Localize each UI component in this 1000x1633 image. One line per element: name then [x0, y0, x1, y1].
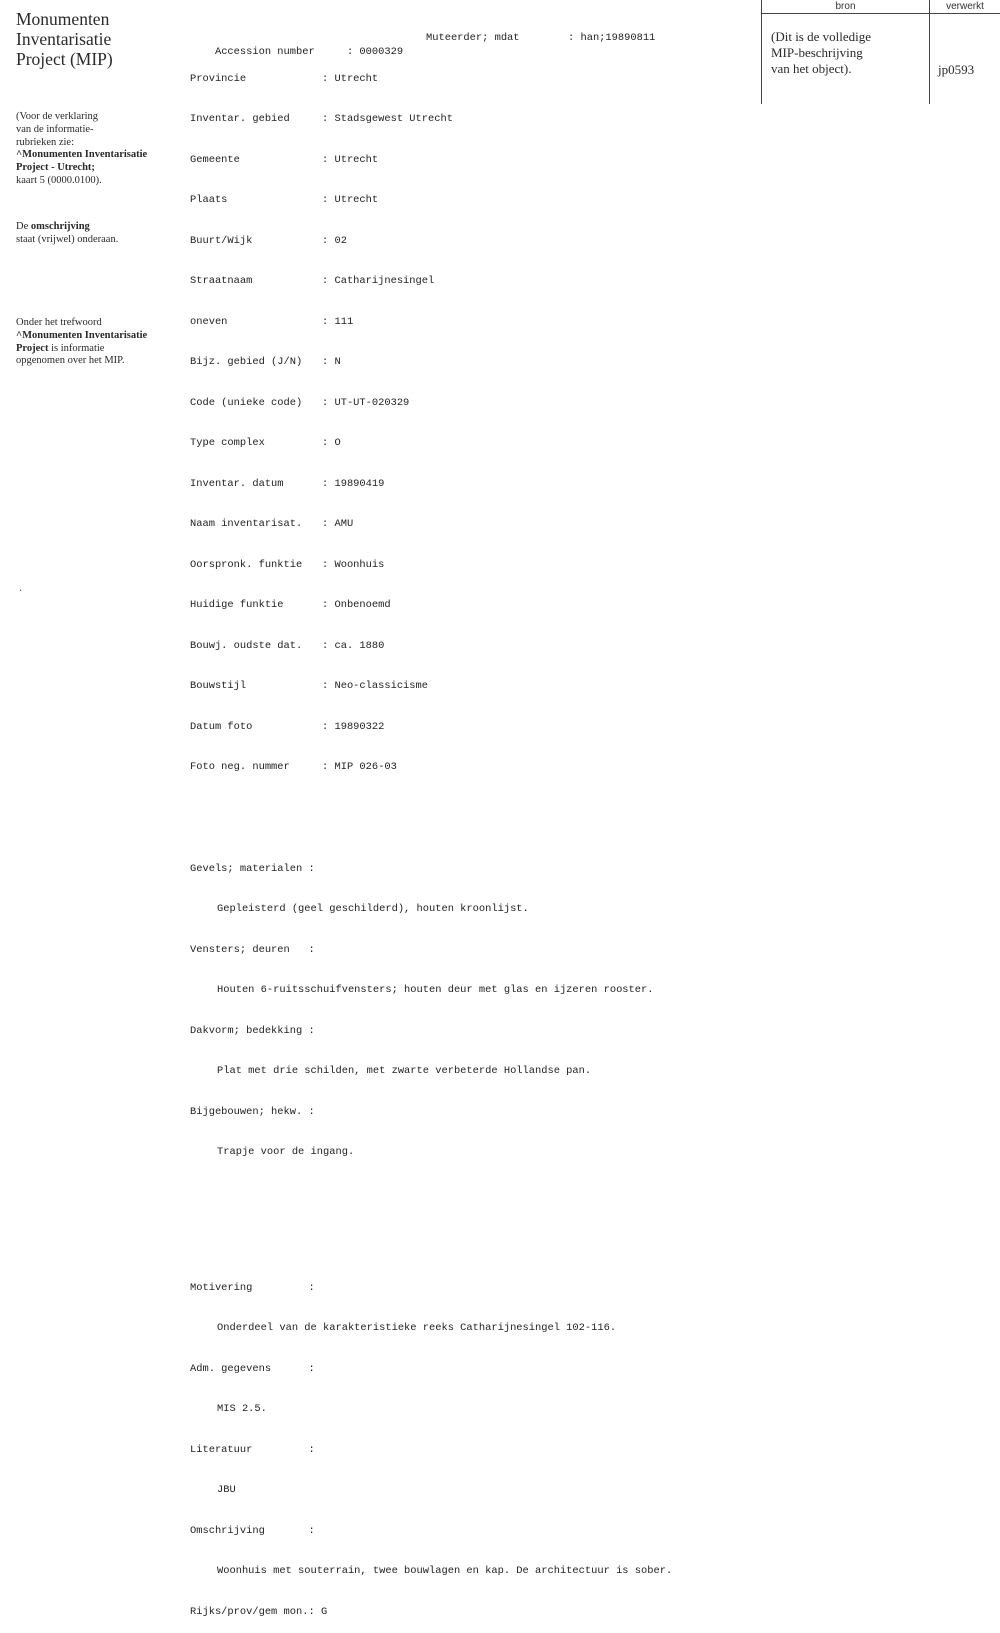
note-omschrijving: [16, 221, 166, 247]
field-value: : 19890322: [322, 720, 385, 733]
field-label: Provincie: [190, 72, 247, 85]
section-heading: Dakvorm; bedekking :: [190, 1024, 315, 1037]
note-prefix: De: [16, 221, 31, 232]
note-bold: omschrijving: [30, 221, 90, 232]
rijks-row: [190, 1606, 672, 1620]
bron-note-line: van het object).: [771, 61, 852, 76]
note-line: van de informatie-: [16, 123, 94, 135]
note-line: staat (vrijwel) onderaan.: [16, 233, 119, 245]
field-row: [190, 761, 672, 775]
note-line-bold: ^Monumenten Inventarisatie: [16, 329, 148, 341]
mip-record: [190, 5, 672, 1633]
field-row: [190, 559, 672, 573]
field-value: : Stadsgewest Utrecht: [322, 113, 453, 125]
field-label: Oorspronk. funktie: [190, 558, 303, 571]
field-row: [190, 73, 672, 87]
field-value: : ca. 1880: [322, 639, 385, 652]
field-label: Buurt/Wijk: [190, 234, 253, 247]
field-label: Datum foto: [190, 720, 253, 733]
field-row: [190, 599, 672, 613]
spacer: [190, 1200, 672, 1207]
mutator-label: Muteerder; mdat: [426, 32, 520, 44]
field-value: : 111: [322, 315, 354, 328]
field-label: Plaats: [190, 194, 228, 206]
field-label: Foto neg. nummer: [190, 761, 290, 773]
header-box-divider: [761, 0, 762, 104]
field-label: Bouwj. oudste dat.: [190, 639, 303, 652]
field-value: : N: [322, 356, 341, 368]
note-line: kaart 5 (0000.0100).: [16, 174, 102, 186]
section-text: MIS 2.5.: [217, 1403, 267, 1415]
field-value: : UT-UT-020329: [322, 396, 410, 409]
field-value: : AMU: [322, 518, 354, 530]
field-row: [190, 680, 672, 694]
note-line: Onder het trefwoord: [16, 317, 102, 328]
field-row: [190, 356, 672, 370]
spacer: [190, 1234, 672, 1241]
field-row-accession: [190, 32, 672, 58]
document-title: [16, 9, 166, 69]
title-line: Project (MIP): [16, 49, 113, 69]
note-line: rubrieken zie:: [16, 136, 75, 148]
field-row: [190, 235, 672, 249]
field-value: : Catharijnesingel: [322, 275, 435, 287]
field-value: : Utrecht: [322, 194, 379, 206]
section-heading: Literatuur :: [190, 1443, 315, 1456]
field-row: [190, 275, 672, 289]
field-value: : 0000329: [346, 45, 404, 58]
section-heading: Motivering :: [190, 1281, 315, 1294]
header-box-divider: [929, 0, 930, 104]
section-heading: Gevels; materialen :: [190, 862, 315, 875]
field-value: : Utrecht: [322, 153, 379, 166]
field-label: Bouwstijl: [190, 680, 247, 692]
rijks-value: G: [314, 1605, 328, 1618]
section-text: Trapje voor de ingang.: [217, 1146, 355, 1158]
field-row: [190, 721, 672, 735]
section-heading: Omschrijving :: [190, 1524, 315, 1537]
field-row: [190, 154, 672, 168]
field-label: Type complex: [190, 437, 265, 449]
section-text: JBU: [217, 1484, 236, 1496]
field-label: Inventar. datum: [190, 477, 284, 490]
field-row: [190, 478, 672, 492]
rijks-label: Rijks/prov/gem mon.:: [190, 1605, 315, 1618]
field-label: oneven: [190, 315, 228, 328]
section-text: Woonhuis met souterrain, twee bouwlagen en kap. De architectuur is sober.: [217, 1565, 673, 1577]
section-text: Gepleisterd (geel geschilderd), houten kroonlijst.: [217, 903, 529, 915]
field-label: Straatnaam: [190, 275, 253, 287]
bron-note-line: (Dit is de volledige: [771, 29, 872, 44]
field-row: [190, 194, 672, 208]
field-value: : Onbenoemd: [322, 599, 391, 611]
field-value: : Neo-classicisme: [322, 680, 429, 692]
field-value: : MIP 026-03: [322, 761, 397, 773]
stray-mark: .: [19, 580, 22, 594]
note-verklaring: [16, 111, 166, 188]
bron-note: [771, 29, 926, 77]
field-row: [190, 316, 672, 330]
spacer: [190, 815, 672, 822]
section-heading: Adm. gegevens :: [190, 1362, 315, 1375]
section-heading: Vensters; deuren :: [190, 943, 315, 956]
field-label: Gemeente: [190, 153, 240, 166]
section-text: Onderdeel van de karakteristieke reeks Catharijnesingel 102-116.: [217, 1322, 617, 1334]
note-bold: Project: [16, 342, 49, 354]
field-value: : 19890419: [322, 477, 385, 490]
note-line: opgenomen over het MIP.: [16, 355, 125, 367]
note-line-bold: Project - Utrecht;: [16, 162, 95, 174]
note-line-bold: ^Monumenten Inventarisatie: [16, 149, 148, 161]
field-row: [190, 397, 672, 411]
field-label: Accession number: [214, 45, 315, 58]
note-text: is informatie: [48, 342, 105, 354]
section-text: Houten 6-ruitsschuifvensters; houten deur met glas en ijzeren rooster.: [217, 984, 654, 996]
mutator-value: : han;19890811: [568, 32, 656, 44]
field-label: Huidige funktie: [190, 599, 284, 611]
bron-note-line: MIP-beschrijving: [771, 45, 863, 60]
section-heading: Bijgebouwen; hekw. :: [190, 1105, 315, 1118]
field-row: [190, 640, 672, 654]
field-value: : Woonhuis: [322, 558, 385, 571]
header-box-rule: [761, 13, 1000, 14]
field-label: Bijz. gebied (J/N): [190, 356, 303, 368]
field-row: [190, 518, 672, 532]
field-row: [190, 113, 672, 127]
field-value: : O: [322, 437, 341, 449]
title-line: Monumenten: [16, 9, 110, 29]
field-value: : 02: [322, 234, 347, 247]
field-label: Naam inventarisat.: [190, 518, 303, 530]
section-text: Plat met drie schilden, met zwarte verbeterde Hollandse pan.: [217, 1065, 592, 1077]
verwerkt-code: jp0593: [938, 62, 975, 77]
field-label: Code (unieke code): [190, 396, 303, 409]
note-trefwoord: [16, 317, 166, 368]
note-line: (Voor de verklaring: [16, 111, 99, 122]
field-value: : Utrecht: [322, 72, 379, 85]
field-label: Inventar. gebied: [190, 113, 290, 125]
verwerkt-column-header: verwerkt: [946, 1, 984, 12]
bron-column-header: bron: [835, 1, 856, 12]
field-row: [190, 437, 672, 451]
title-line: Inventarisatie: [16, 29, 112, 49]
